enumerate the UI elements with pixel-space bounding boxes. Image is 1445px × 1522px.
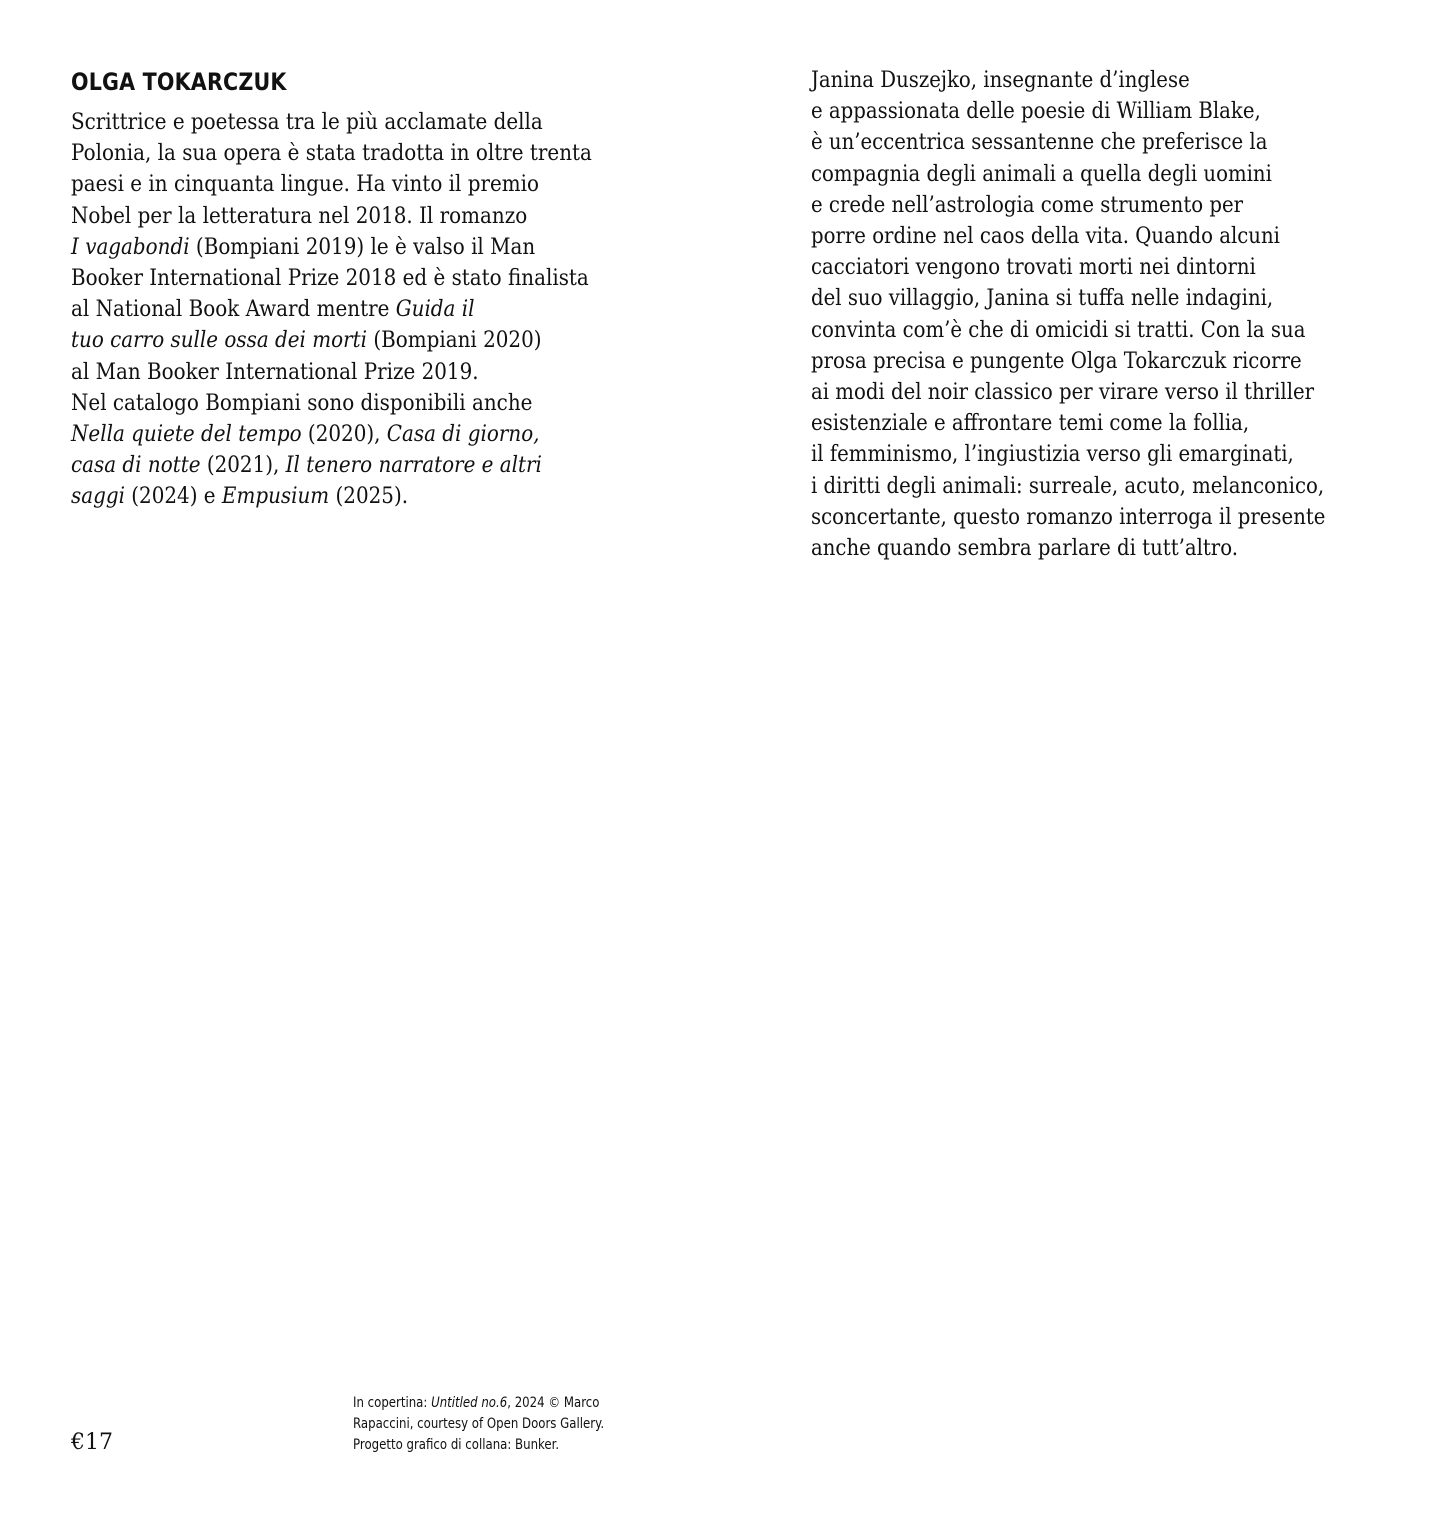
- book-title: Empusium: [221, 484, 330, 510]
- bio-text: (2021),: [200, 453, 286, 479]
- blurb-line: e crede nell’astrologia come strumento per: [811, 192, 1244, 218]
- blurb-line: sconcertante, questo romanzo interroga il presente: [811, 504, 1326, 530]
- book-title: I vagabondi: [71, 234, 190, 260]
- blurb-line: il femminismo, l’ingiustizia verso gli emarginati,: [811, 442, 1294, 468]
- book-title: Il tenero narratore e altri: [285, 453, 542, 479]
- blurb-line: Janina Duszejko, insegnante d’inglese: [811, 68, 1190, 93]
- bio-line: [71, 419, 632, 450]
- blurb-line: e appassionata delle poesie di William Blake,: [811, 99, 1261, 125]
- blurb-line: porre ordine nel caos della vita. Quando alcuni: [811, 224, 1280, 250]
- blurb-line: ai modi del noir classico per virare verso il thriller: [811, 380, 1315, 406]
- bio-line: [71, 450, 632, 481]
- bio-text: al National Book Award mentre: [71, 297, 396, 323]
- author-bio: [71, 107, 691, 513]
- author-section: [71, 64, 691, 513]
- bio-line: paesi e in cinquanta lingue. Ha vinto il premio: [71, 172, 539, 198]
- book-title: Guida il: [395, 297, 475, 323]
- bio-text: (Bompiani 2019) le è valso il Man: [189, 234, 536, 260]
- book-title: Casa di giorno,: [386, 422, 540, 448]
- cover-credits: [353, 1393, 652, 1456]
- bio-text: (2025).: [329, 484, 409, 510]
- artwork-title: Untitled no.6: [431, 1395, 508, 1411]
- author-name: OLGA TOKARCZUK: [71, 68, 287, 96]
- price: €17: [71, 1430, 113, 1455]
- blurb-line: è un’eccentrica sessantenne che preferisce la: [811, 130, 1268, 156]
- blurb-text: [811, 65, 1411, 564]
- book-title: saggi: [71, 484, 125, 510]
- bio-text: (2024) e: [124, 484, 222, 510]
- blurb-line: esistenziale e affrontare temi come la follia,: [811, 411, 1250, 437]
- bio-line: Scrittrice e poetessa tra le più acclamate della: [71, 110, 543, 135]
- book-title: Nella quiete del tempo: [71, 422, 302, 448]
- blurb-line: prosa precisa e pungente Olga Tokarczuk ricorre: [811, 348, 1302, 374]
- book-title: tuo carro sulle ossa dei morti: [71, 328, 368, 354]
- bio-line: [71, 325, 632, 356]
- bio-line: Nobel per la letteratura nel 2018. Il romanzo: [71, 203, 528, 229]
- bio-line: [71, 481, 632, 512]
- bio-line: Nel catalogo Bompiani sono disponibili anche: [71, 390, 533, 416]
- credits-line: Rapaccini, courtesy of Open Doors Gallery.: [353, 1416, 605, 1432]
- blurb-line: i diritti degli animali: surreale, acuto, melanconico,: [811, 473, 1325, 499]
- credits-text: , 2024 © Marco: [507, 1395, 600, 1411]
- blurb-line: del suo villaggio, Janina si tuffa nelle indagini,: [811, 286, 1274, 312]
- credits-line: [353, 1393, 604, 1414]
- blurb-line: cacciatori vengono trovati morti nei dintorni: [811, 255, 1256, 281]
- book-title: casa di notte: [71, 453, 201, 479]
- credits-line: Progetto grafico di collana: Bunker.: [353, 1437, 560, 1453]
- bio-line: Polonia, la sua opera è stata tradotta in oltre trenta: [71, 141, 592, 167]
- bio-text: (Bompiani 2020): [367, 328, 542, 354]
- bio-line: [71, 294, 632, 325]
- credits-text: In copertina:: [353, 1395, 432, 1411]
- bio-line: Booker International Prize 2018 ed è stato finalista: [71, 266, 589, 292]
- bio-line: al Man Booker International Prize 2019.: [71, 359, 479, 385]
- book-blurb: [811, 65, 1411, 564]
- blurb-line: anche quando sembra parlare di tutt’altro.: [811, 536, 1238, 562]
- blurb-line: compagnia degli animali a quella degli uomini: [811, 161, 1272, 187]
- bio-text: (2020),: [301, 422, 387, 448]
- blurb-line: convinta com’è che di omicidi si tratti. Con la sua: [811, 317, 1306, 343]
- bio-line: [71, 232, 632, 263]
